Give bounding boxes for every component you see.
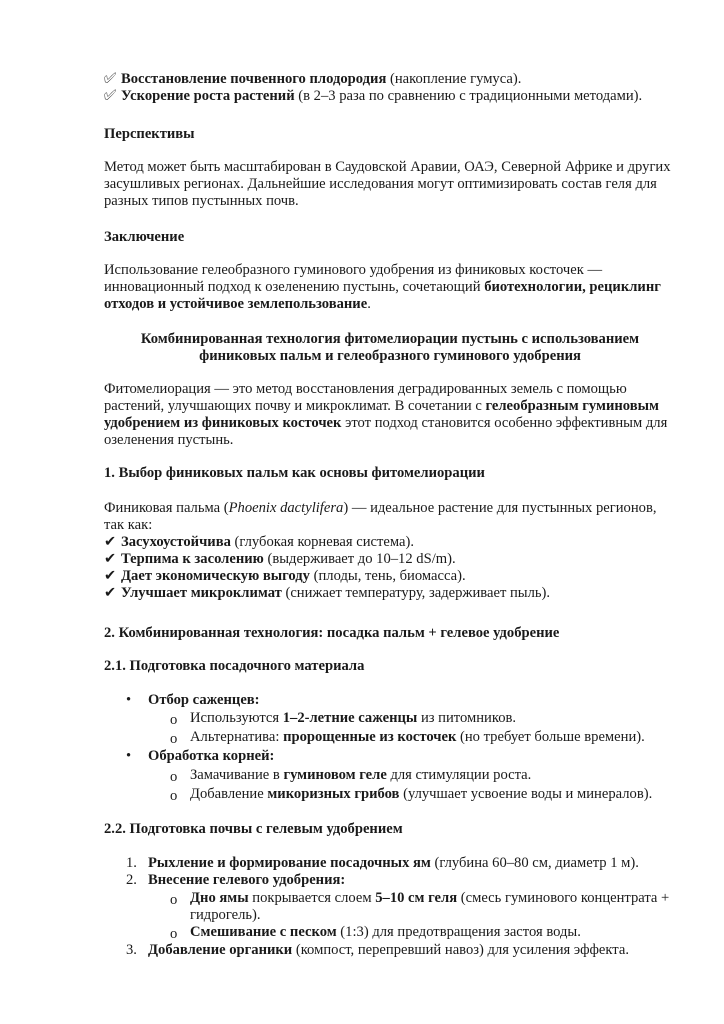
check-icon: ✔︎ — [104, 534, 117, 550]
outline-check-icon: ✅︎ — [104, 71, 117, 87]
list-number: 2. — [126, 872, 137, 888]
list-item: ✔︎ Дает экономическую выгоду (плоды, тень, биомасса). — [104, 568, 466, 584]
list-item: Обработка корней: — [148, 748, 275, 764]
benefit-title: Ускорение роста растений — [121, 88, 295, 104]
circle-bullet-icon: o — [170, 712, 178, 728]
list-item: Смешивание с песком (1:3) для предотвращения застоя воды. — [190, 924, 581, 940]
outline-check-icon: ✅︎ — [104, 88, 117, 104]
document-title: Комбинированная технология фитомелиорации пустынь с использованием финиковых пальм и гелеобразного гуминового удобрения — [140, 331, 640, 364]
list-item: Отбор саженцев: — [148, 692, 260, 708]
list-item: ✔︎ Засухоустойчива (глубокая корневая система). — [104, 534, 414, 550]
palm-benefits-list — [104, 534, 676, 602]
list-item: Добавление органики (компост, перепревший навоз) для усиления эффекта. — [148, 942, 629, 958]
benefits-list — [104, 71, 676, 105]
section-2-1-heading: 2.1. Подготовка посадочного материала — [104, 658, 365, 674]
conclusion-paragraph: Использование гелеобразного гуминового удобрения из финиковых косточек — инновационный подход к озеленению пустынь, сочетающий биотехнологии, рециклинг отходов и устойчивое землепользование. — [104, 262, 661, 312]
circle-bullet-icon: o — [170, 731, 178, 747]
list-item: ✔︎ Терпима к засолению (выдерживает до 10–12 dS/m). — [104, 551, 456, 567]
circle-bullet-icon: o — [170, 926, 178, 942]
list-item: Добавление микоризных грибов (улучшает усвоение воды и минералов). — [190, 786, 653, 802]
benefit-title: Восстановление почвенного плодородия — [121, 71, 387, 87]
check-icon: ✔︎ — [104, 585, 117, 601]
section-heading-conclusion: Заключение — [104, 229, 185, 245]
circle-bullet-icon: o — [170, 788, 178, 804]
benefit-item: ✅︎ Восстановление почвенного плодородия (накопление гумуса). — [104, 71, 522, 87]
list-item: ✔︎ Улучшает микроклимат (снижает температуру, задерживает пыль). — [104, 585, 551, 601]
list-number: 3. — [126, 942, 137, 958]
list-item: Рыхление и формирование посадочных ям (глубина 60–80 см, диаметр 1 м). — [148, 855, 639, 871]
list-item: Альтернатива: пророщенные из косточек (но требует больше времени). — [190, 729, 645, 745]
list-item: Замачивание в гуминовом геле для стимуляции роста. — [190, 767, 532, 783]
section-2-heading: 2. Комбинированная технология: посадка пальм + гелевое удобрение — [104, 625, 560, 641]
intro-paragraph: Фитомелиорация — это метод восстановления деградированных земель с помощью растений, улучшающих почву и микроклимат. В сочетании с гелеобразным гуминовым удобрением из финиковых косточек этот подход становится особенно эффективным для озеленения пустынь. — [104, 381, 668, 448]
check-icon: ✔︎ — [104, 568, 117, 584]
perspectives-paragraph: Метод может быть масштабирован в Саудовской Аравии, ОАЭ, Северной Африке и других засушливых регионах. Дальнейшие исследования могут оптимизировать состав геля для разных типов пустынных почв. — [104, 159, 671, 209]
benefit-item: ✅︎ Ускорение роста растений (в 2–3 раза по сравнению с традиционными методами). — [104, 88, 643, 104]
list-item: Внесение гелевого удобрения: — [148, 872, 346, 888]
section-1-paragraph: Финиковая пальма (Phoenix dactylifera) — идеальное растение для пустынных регионов, так как: — [104, 500, 657, 533]
section-2-2-heading: 2.2. Подготовка почвы с гелевым удобрением — [104, 821, 403, 837]
bullet-icon: • — [126, 748, 132, 764]
list-item: Дно ямы покрывается слоем 5–10 см геля (смесь гуминового концентрата + гидрогель). — [190, 890, 670, 923]
section-heading-perspectives: Перспективы — [104, 126, 195, 142]
check-icon: ✔︎ — [104, 551, 117, 567]
circle-bullet-icon: o — [170, 892, 178, 908]
list-item: Используются 1–2-летние саженцы из питомников. — [190, 710, 517, 726]
section-1-heading: 1. Выбор финиковых пальм как основы фитомелиорации — [104, 465, 485, 481]
bullet-icon: • — [126, 692, 132, 708]
list-number: 1. — [126, 855, 137, 871]
circle-bullet-icon: o — [170, 769, 178, 785]
